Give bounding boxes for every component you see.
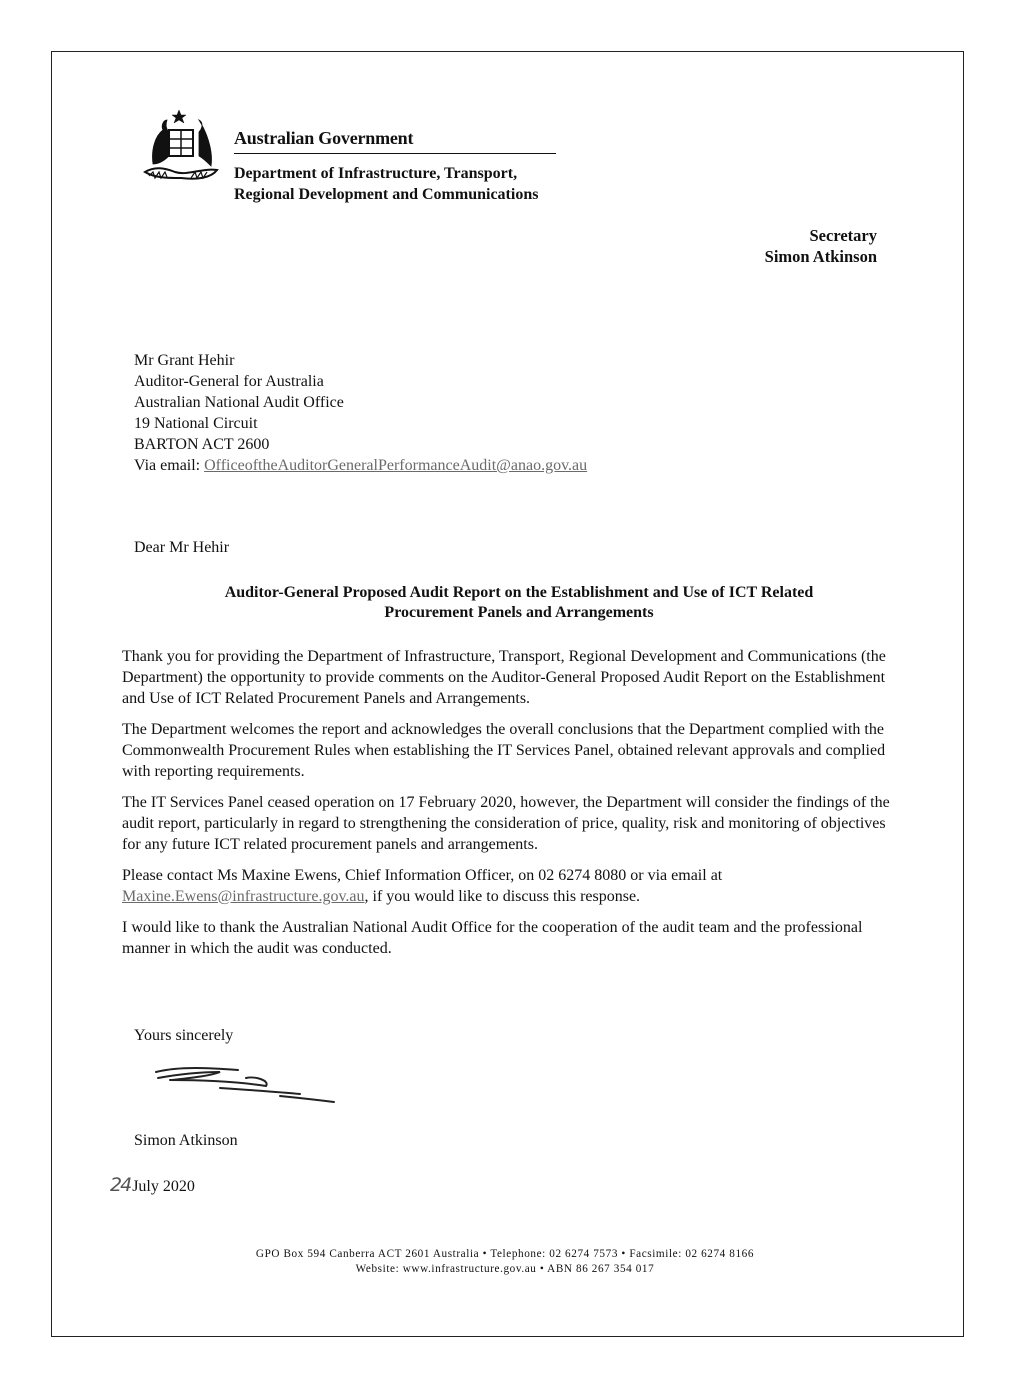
- signature-icon: [150, 1060, 340, 1108]
- signer-name: Simon Atkinson: [134, 1132, 238, 1149]
- recipient-organisation: Australian National Audit Office: [134, 394, 344, 411]
- letter-body: [122, 646, 904, 969]
- subject-line-2: Procurement Panels and Arrangements: [384, 604, 654, 621]
- letterhead-divider: [234, 153, 556, 154]
- recipient-name: Mr Grant Hehir: [134, 352, 235, 369]
- date-line: [110, 1174, 195, 1196]
- recipient-position: Auditor-General for Australia: [134, 373, 324, 390]
- paragraph-5: I would like to thank the Australian National Audit Office for the cooperation of the audit team and the professional manner in which the audit was conducted.: [122, 919, 863, 957]
- contact-email-link[interactable]: Maxine.Ewens@infrastructure.gov.au: [122, 888, 365, 905]
- recipient-street: 19 National Circuit: [134, 415, 258, 432]
- coat-of-arms-icon: [141, 106, 221, 188]
- footer: [150, 1247, 860, 1277]
- recipient-email-line: [134, 455, 587, 476]
- paragraph-1: Thank you for providing the Department of Infrastructure, Transport, Regional Development and Communications (the Department) the opportunity to provide comments on the Auditor-General Proposed Audit Report on the Establishment and Use of ICT Related Procurement Panels and Arrangements.: [122, 648, 886, 707]
- paragraph-4-start: Please contact Ms Maxine Ewens, Chief Information Officer, on 02 6274 8080 or via email at: [122, 867, 723, 884]
- sender-block: [765, 225, 877, 267]
- paragraph-2: The Department welcomes the report and acknowledges the overall conclusions that the Department complied with the Commonwealth Procurement Rules when establishing the IT Services Panel, obtained relevant approvals and complied with reporting requirements.: [122, 721, 886, 780]
- subject-line-1: Auditor-General Proposed Audit Report on the Establishment and Use of ICT Related: [224, 584, 814, 601]
- paragraph-3: The IT Services Panel ceased operation on 17 February 2020, however, the Department will consider the findings of the audit report, particularly in regard to strengthening the consideration of price, quality, risk and monitoring of objectives for any future ICT related procurement panels and arrangements.: [122, 794, 890, 853]
- department-name: [234, 163, 538, 205]
- email-prefix: Via email:: [134, 457, 205, 474]
- sender-name: Simon Atkinson: [764, 247, 877, 266]
- paragraph-4-end: , if you would like to discuss this response.: [364, 888, 641, 905]
- salutation: Dear Mr Hehir: [134, 539, 230, 556]
- department-line-2: Regional Development and Communications: [234, 186, 539, 203]
- government-name: Australian Government: [234, 128, 414, 148]
- department-line-1: Department of Infrastructure, Transport,: [234, 165, 518, 182]
- sender-title: Secretary: [809, 226, 877, 245]
- recipient-city: BARTON ACT 2600: [134, 436, 270, 453]
- footer-line-2: Website: www.infrastructure.gov.au • ABN 86 267 354 017: [355, 1263, 655, 1275]
- recipient-email-link[interactable]: OfficeoftheAuditorGeneralPerformanceAudit@anao.gov.au: [204, 457, 588, 474]
- paragraph-4: [122, 865, 904, 907]
- closing: Yours sincerely: [134, 1027, 234, 1044]
- footer-line-1: GPO Box 594 Canberra ACT 2601 Australia • Telephone: 02 6274 7573 • Facsimile: 02 6274 8166: [255, 1248, 755, 1260]
- subject-heading: [160, 583, 878, 623]
- recipient-address: [134, 350, 587, 476]
- date-month-year: July 2020: [132, 1178, 195, 1195]
- date-handwritten-day: 24: [110, 1174, 131, 1196]
